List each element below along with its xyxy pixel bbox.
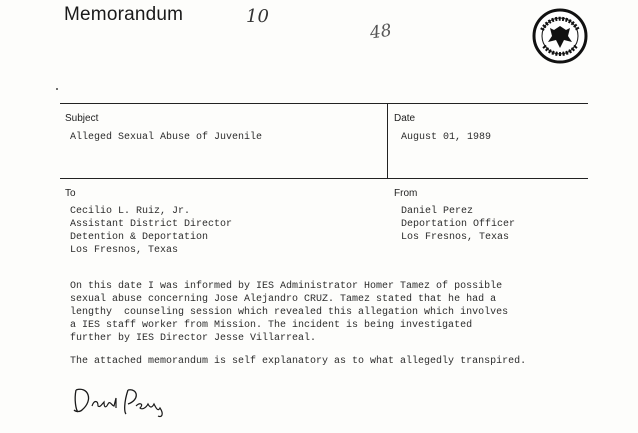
to-line: Detention & Deportation	[70, 232, 209, 243]
divider-vertical	[387, 103, 388, 179]
agency-seal-icon	[532, 8, 588, 64]
body-line: further by IES Director Jesse Villarreal.	[70, 333, 317, 344]
to-line: Assistant District Director	[70, 219, 233, 230]
subject-label: Subject	[65, 113, 99, 124]
body-line: sexual abuse concerning Jose Alejandro CRUZ. Tamez stated that he had a	[70, 294, 497, 305]
from-line: Daniel Perez	[401, 206, 474, 217]
body-line: lengthy counseling session which revealed this allegation which involves	[70, 307, 509, 318]
divider-middle	[60, 178, 588, 179]
memo-title: Memorandum	[64, 4, 184, 25]
from-line: Los Fresnos, Texas	[401, 232, 510, 243]
date-label: Date	[394, 113, 416, 124]
from-line: Deportation Officer	[401, 219, 516, 230]
date-value: August 01, 1989	[401, 132, 492, 143]
handwritten-note: 10	[246, 6, 269, 27]
to-label: To	[65, 188, 76, 199]
body-line: On this date I was informed by IES Administrator Homer Tamez of possible	[70, 281, 503, 292]
divider-top	[60, 103, 588, 104]
body-line: a IES staff worker from Mission. The incident is being investigated	[70, 320, 473, 331]
to-line: Cecilio L. Ruiz, Jr.	[70, 206, 191, 217]
stray-mark	[56, 88, 58, 90]
from-label: From	[394, 188, 418, 199]
subject-value: Alleged Sexual Abuse of Juvenile	[70, 132, 263, 143]
body-paragraph: The attached memorandum is self explanatory as to what allegedly transpired.	[70, 356, 527, 367]
to-line: Los Fresnos, Texas	[70, 245, 179, 256]
handwritten-note: 48	[368, 20, 393, 44]
handwritten-signature-icon	[70, 378, 180, 418]
